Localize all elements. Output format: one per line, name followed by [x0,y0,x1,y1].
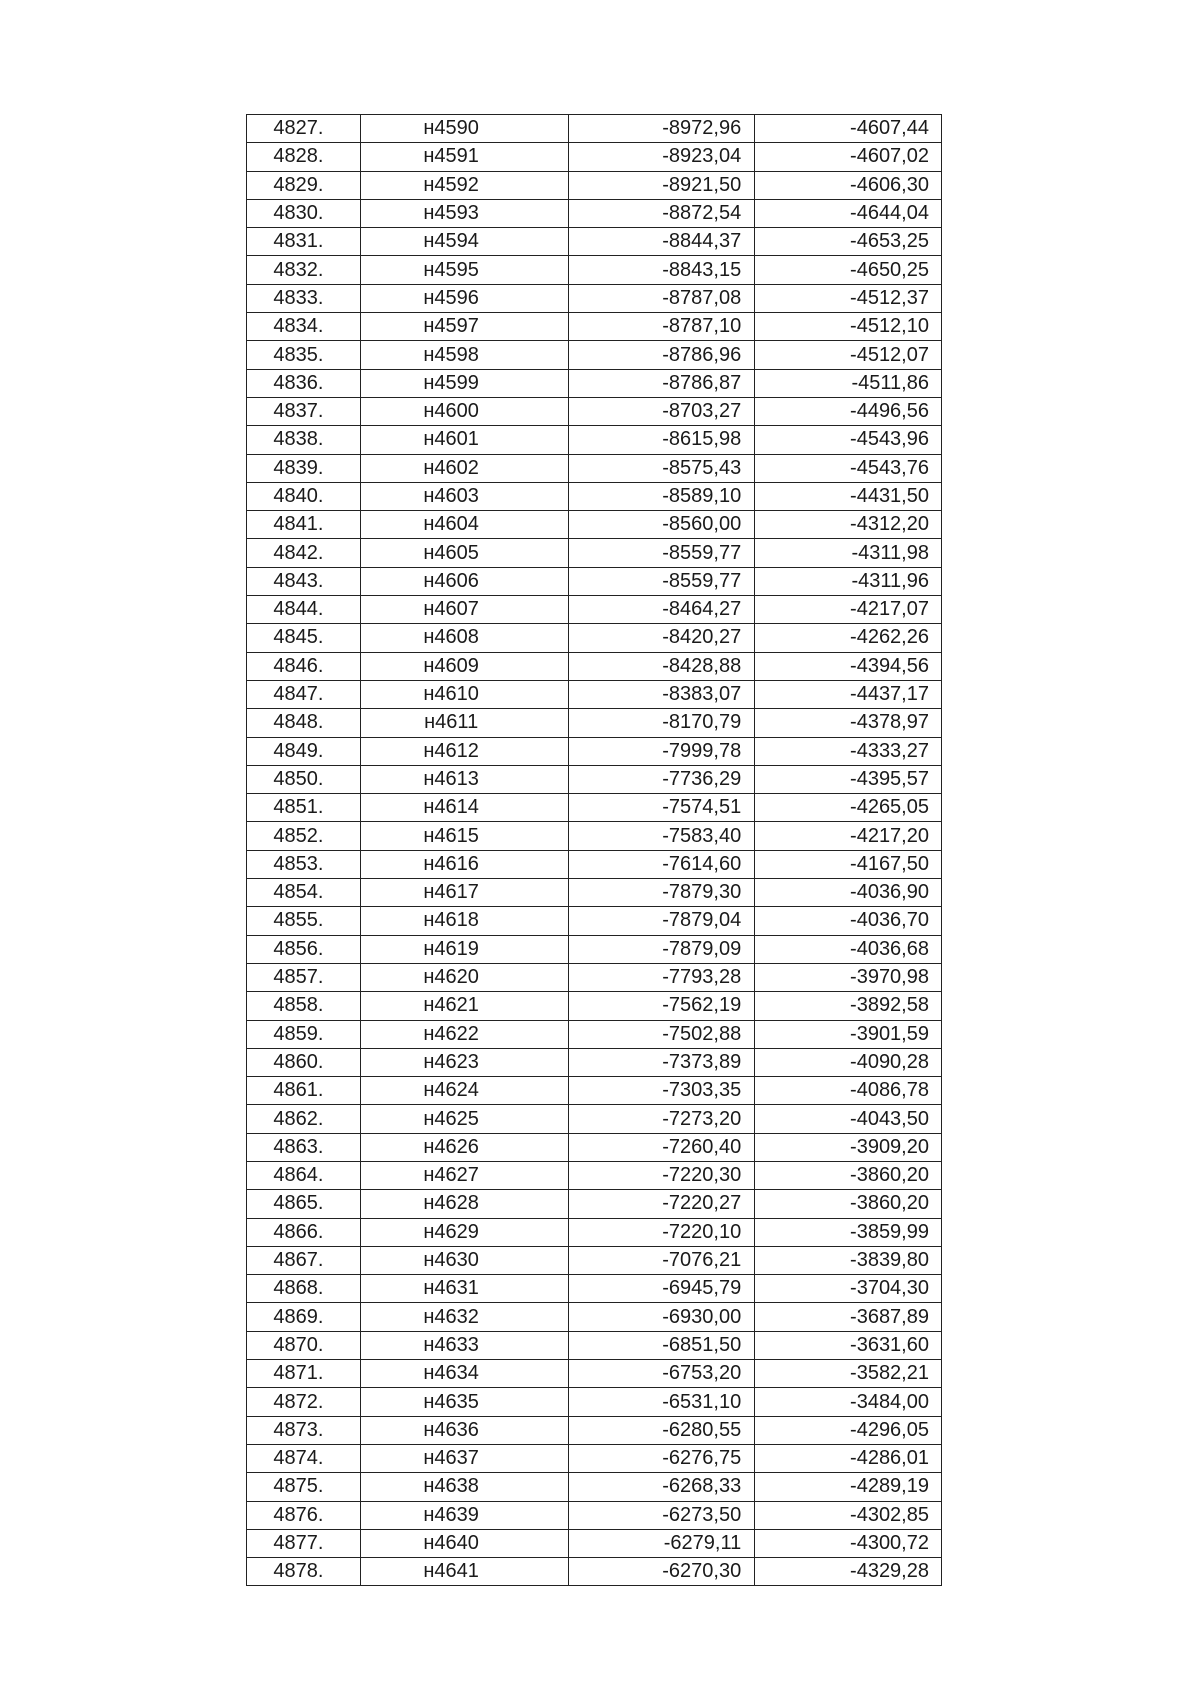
x-coordinate-cell: -8420,27 [568,624,755,652]
row-number-cell: 4877. [247,1529,361,1557]
point-id-cell: н4598 [360,341,568,369]
table-row [247,341,942,369]
table-row [247,539,942,567]
x-coordinate-cell: -8589,10 [568,482,755,510]
table-row [247,907,942,935]
row-number-cell: 4867. [247,1246,361,1274]
table-row [247,1190,942,1218]
y-coordinate-cell: -4302,85 [755,1501,942,1529]
row-number-cell: 4831. [247,228,361,256]
x-coordinate-cell: -8921,50 [568,171,755,199]
point-id-cell: н4591 [360,143,568,171]
point-id-cell: н4633 [360,1331,568,1359]
table-row [247,1246,942,1274]
y-coordinate-cell: -4090,28 [755,1048,942,1076]
row-number-cell: 4832. [247,256,361,284]
x-coordinate-cell: -8560,00 [568,511,755,539]
point-id-cell: н4624 [360,1077,568,1105]
x-coordinate-cell: -6276,75 [568,1444,755,1472]
point-id-cell: н4640 [360,1529,568,1557]
row-number-cell: 4850. [247,765,361,793]
table-row [247,1331,942,1359]
point-id-cell: н4595 [360,256,568,284]
y-coordinate-cell: -3860,20 [755,1190,942,1218]
y-coordinate-cell: -4286,01 [755,1444,942,1472]
point-id-cell: н4628 [360,1190,568,1218]
point-id-cell: н4636 [360,1416,568,1444]
point-id-cell: н4599 [360,369,568,397]
y-coordinate-cell: -3901,59 [755,1020,942,1048]
table-row [247,737,942,765]
table-row [247,228,942,256]
x-coordinate-cell: -8559,77 [568,567,755,595]
table-row [247,284,942,312]
table-row [247,794,942,822]
point-id-cell: н4609 [360,652,568,680]
point-id-cell: н4616 [360,850,568,878]
row-number-cell: 4834. [247,313,361,341]
table-row [247,567,942,595]
point-id-cell: н4590 [360,115,568,143]
row-number-cell: 4870. [247,1331,361,1359]
y-coordinate-cell: -4036,68 [755,935,942,963]
x-coordinate-cell: -8787,10 [568,313,755,341]
y-coordinate-cell: -3859,99 [755,1218,942,1246]
x-coordinate-cell: -8615,98 [568,426,755,454]
row-number-cell: 4859. [247,1020,361,1048]
x-coordinate-cell: -6531,10 [568,1388,755,1416]
row-number-cell: 4858. [247,992,361,1020]
row-number-cell: 4848. [247,709,361,737]
y-coordinate-cell: -4312,20 [755,511,942,539]
point-id-cell: н4632 [360,1303,568,1331]
point-id-cell: н4604 [360,511,568,539]
point-id-cell: н4592 [360,171,568,199]
table-row [247,1501,942,1529]
x-coordinate-cell: -8844,37 [568,228,755,256]
table-row [247,171,942,199]
row-number-cell: 4843. [247,567,361,595]
point-id-cell: н4637 [360,1444,568,1472]
table-row [247,1529,942,1557]
row-number-cell: 4845. [247,624,361,652]
x-coordinate-cell: -8428,88 [568,652,755,680]
row-number-cell: 4864. [247,1161,361,1189]
table-row [247,199,942,227]
row-number-cell: 4875. [247,1473,361,1501]
row-number-cell: 4835. [247,341,361,369]
x-coordinate-cell: -8464,27 [568,596,755,624]
point-id-cell: н4594 [360,228,568,256]
y-coordinate-cell: -4431,50 [755,482,942,510]
row-number-cell: 4855. [247,907,361,935]
row-number-cell: 4846. [247,652,361,680]
row-number-cell: 4873. [247,1416,361,1444]
x-coordinate-cell: -7583,40 [568,822,755,850]
table-row [247,1360,942,1388]
x-coordinate-cell: -7076,21 [568,1246,755,1274]
point-id-cell: н4601 [360,426,568,454]
point-id-cell: н4606 [360,567,568,595]
table-row [247,1048,942,1076]
table-row [247,115,942,143]
y-coordinate-cell: -4167,50 [755,850,942,878]
x-coordinate-cell: -7879,09 [568,935,755,963]
row-number-cell: 4866. [247,1218,361,1246]
point-id-cell: н4631 [360,1275,568,1303]
table-row [247,1275,942,1303]
y-coordinate-cell: -4036,90 [755,879,942,907]
row-number-cell: 4868. [247,1275,361,1303]
y-coordinate-cell: -4378,97 [755,709,942,737]
x-coordinate-cell: -8575,43 [568,454,755,482]
y-coordinate-cell: -4512,07 [755,341,942,369]
table-row [247,369,942,397]
y-coordinate-cell: -4437,17 [755,680,942,708]
point-id-cell: н4618 [360,907,568,935]
x-coordinate-cell: -8383,07 [568,680,755,708]
row-number-cell: 4861. [247,1077,361,1105]
table-row [247,850,942,878]
point-id-cell: н4615 [360,822,568,850]
point-id-cell: н4596 [360,284,568,312]
row-number-cell: 4838. [247,426,361,454]
x-coordinate-cell: -6270,30 [568,1558,755,1586]
y-coordinate-cell: -3860,20 [755,1161,942,1189]
point-id-cell: н4613 [360,765,568,793]
point-id-cell: н4639 [360,1501,568,1529]
point-id-cell: н4610 [360,680,568,708]
table-row [247,709,942,737]
point-id-cell: н4597 [360,313,568,341]
row-number-cell: 4862. [247,1105,361,1133]
x-coordinate-cell: -8787,08 [568,284,755,312]
x-coordinate-cell: -8786,96 [568,341,755,369]
x-coordinate-cell: -7220,10 [568,1218,755,1246]
point-id-cell: н4593 [360,199,568,227]
y-coordinate-cell: -4543,96 [755,426,942,454]
row-number-cell: 4842. [247,539,361,567]
y-coordinate-cell: -3631,60 [755,1331,942,1359]
table-row [247,879,942,907]
row-number-cell: 4854. [247,879,361,907]
y-coordinate-cell: -4511,86 [755,369,942,397]
y-coordinate-cell: -4311,96 [755,567,942,595]
row-number-cell: 4829. [247,171,361,199]
point-id-cell: н4635 [360,1388,568,1416]
row-number-cell: 4830. [247,199,361,227]
x-coordinate-cell: -7999,78 [568,737,755,765]
row-number-cell: 4841. [247,511,361,539]
point-id-cell: н4608 [360,624,568,652]
point-id-cell: н4638 [360,1473,568,1501]
coordinates-table-body [247,115,942,1586]
x-coordinate-cell: -6279,11 [568,1529,755,1557]
table-row [247,1388,942,1416]
y-coordinate-cell: -4543,76 [755,454,942,482]
row-number-cell: 4878. [247,1558,361,1586]
y-coordinate-cell: -4300,72 [755,1529,942,1557]
y-coordinate-cell: -3892,58 [755,992,942,1020]
point-id-cell: н4626 [360,1133,568,1161]
table-row [247,454,942,482]
table-row [247,313,942,341]
table-row [247,1473,942,1501]
y-coordinate-cell: -4296,05 [755,1416,942,1444]
row-number-cell: 4839. [247,454,361,482]
point-id-cell: н4630 [360,1246,568,1274]
point-id-cell: н4620 [360,963,568,991]
y-coordinate-cell: -4289,19 [755,1473,942,1501]
point-id-cell: н4607 [360,596,568,624]
point-id-cell: н4621 [360,992,568,1020]
point-id-cell: н4641 [360,1558,568,1586]
row-number-cell: 4837. [247,397,361,425]
y-coordinate-cell: -3970,98 [755,963,942,991]
x-coordinate-cell: -8170,79 [568,709,755,737]
row-number-cell: 4876. [247,1501,361,1529]
table-row [247,765,942,793]
row-number-cell: 4872. [247,1388,361,1416]
row-number-cell: 4863. [247,1133,361,1161]
x-coordinate-cell: -7879,30 [568,879,755,907]
point-id-cell: н4634 [360,1360,568,1388]
x-coordinate-cell: -7793,28 [568,963,755,991]
y-coordinate-cell: -4311,98 [755,539,942,567]
table-row [247,397,942,425]
x-coordinate-cell: -6268,33 [568,1473,755,1501]
y-coordinate-cell: -4644,04 [755,199,942,227]
y-coordinate-cell: -3687,89 [755,1303,942,1331]
row-number-cell: 4833. [247,284,361,312]
table-row [247,596,942,624]
table-row [247,1133,942,1161]
y-coordinate-cell: -4653,25 [755,228,942,256]
x-coordinate-cell: -7220,30 [568,1161,755,1189]
row-number-cell: 4847. [247,680,361,708]
x-coordinate-cell: -8923,04 [568,143,755,171]
point-id-cell: н4600 [360,397,568,425]
table-row [247,1161,942,1189]
row-number-cell: 4852. [247,822,361,850]
table-row [247,482,942,510]
x-coordinate-cell: -7736,29 [568,765,755,793]
x-coordinate-cell: -8559,77 [568,539,755,567]
table-row [247,1303,942,1331]
x-coordinate-cell: -7220,27 [568,1190,755,1218]
row-number-cell: 4828. [247,143,361,171]
x-coordinate-cell: -7273,20 [568,1105,755,1133]
point-id-cell: н4605 [360,539,568,567]
x-coordinate-cell: -8843,15 [568,256,755,284]
y-coordinate-cell: -4217,20 [755,822,942,850]
point-id-cell: н4603 [360,482,568,510]
y-coordinate-cell: -3582,21 [755,1360,942,1388]
y-coordinate-cell: -4333,27 [755,737,942,765]
table-row [247,1105,942,1133]
x-coordinate-cell: -8786,87 [568,369,755,397]
x-coordinate-cell: -6945,79 [568,1275,755,1303]
row-number-cell: 4874. [247,1444,361,1472]
y-coordinate-cell: -4650,25 [755,256,942,284]
x-coordinate-cell: -6753,20 [568,1360,755,1388]
x-coordinate-cell: -7303,35 [568,1077,755,1105]
coordinates-table [246,114,942,1586]
row-number-cell: 4865. [247,1190,361,1218]
y-coordinate-cell: -3704,30 [755,1275,942,1303]
y-coordinate-cell: -4607,44 [755,115,942,143]
x-coordinate-cell: -7373,89 [568,1048,755,1076]
table-row [247,1077,942,1105]
y-coordinate-cell: -4329,28 [755,1558,942,1586]
x-coordinate-cell: -7574,51 [568,794,755,822]
x-coordinate-cell: -7562,19 [568,992,755,1020]
y-coordinate-cell: -4394,56 [755,652,942,680]
row-number-cell: 4849. [247,737,361,765]
x-coordinate-cell: -8972,96 [568,115,755,143]
table-row [247,1416,942,1444]
row-number-cell: 4860. [247,1048,361,1076]
y-coordinate-cell: -4496,56 [755,397,942,425]
x-coordinate-cell: -7614,60 [568,850,755,878]
x-coordinate-cell: -6273,50 [568,1501,755,1529]
row-number-cell: 4836. [247,369,361,397]
y-coordinate-cell: -4036,70 [755,907,942,935]
table-row [247,256,942,284]
x-coordinate-cell: -6280,55 [568,1416,755,1444]
y-coordinate-cell: -4043,50 [755,1105,942,1133]
row-number-cell: 4840. [247,482,361,510]
row-number-cell: 4857. [247,963,361,991]
table-row [247,680,942,708]
table-row [247,1020,942,1048]
table-row [247,426,942,454]
row-number-cell: 4871. [247,1360,361,1388]
point-id-cell: н4619 [360,935,568,963]
x-coordinate-cell: -7260,40 [568,1133,755,1161]
y-coordinate-cell: -4086,78 [755,1077,942,1105]
row-number-cell: 4844. [247,596,361,624]
point-id-cell: н4614 [360,794,568,822]
point-id-cell: н4617 [360,879,568,907]
table-row [247,1444,942,1472]
point-id-cell: н4622 [360,1020,568,1048]
x-coordinate-cell: -6851,50 [568,1331,755,1359]
x-coordinate-cell: -8872,54 [568,199,755,227]
table-row [247,624,942,652]
point-id-cell: н4629 [360,1218,568,1246]
y-coordinate-cell: -4395,57 [755,765,942,793]
x-coordinate-cell: -8703,27 [568,397,755,425]
table-row [247,511,942,539]
point-id-cell: н4602 [360,454,568,482]
point-id-cell: н4611 [360,709,568,737]
y-coordinate-cell: -3909,20 [755,1133,942,1161]
y-coordinate-cell: -4512,37 [755,284,942,312]
y-coordinate-cell: -3484,00 [755,1388,942,1416]
point-id-cell: н4612 [360,737,568,765]
table-row [247,963,942,991]
row-number-cell: 4869. [247,1303,361,1331]
point-id-cell: н4627 [360,1161,568,1189]
x-coordinate-cell: -7879,04 [568,907,755,935]
row-number-cell: 4856. [247,935,361,963]
table-row [247,992,942,1020]
y-coordinate-cell: -3839,80 [755,1246,942,1274]
y-coordinate-cell: -4607,02 [755,143,942,171]
row-number-cell: 4851. [247,794,361,822]
point-id-cell: н4623 [360,1048,568,1076]
y-coordinate-cell: -4512,10 [755,313,942,341]
table-row [247,143,942,171]
table-row [247,935,942,963]
row-number-cell: 4853. [247,850,361,878]
table-row [247,822,942,850]
y-coordinate-cell: -4265,05 [755,794,942,822]
table-row [247,1218,942,1246]
table-row [247,652,942,680]
x-coordinate-cell: -7502,88 [568,1020,755,1048]
table-row [247,1558,942,1586]
row-number-cell: 4827. [247,115,361,143]
y-coordinate-cell: -4217,07 [755,596,942,624]
y-coordinate-cell: -4606,30 [755,171,942,199]
x-coordinate-cell: -6930,00 [568,1303,755,1331]
y-coordinate-cell: -4262,26 [755,624,942,652]
point-id-cell: н4625 [360,1105,568,1133]
